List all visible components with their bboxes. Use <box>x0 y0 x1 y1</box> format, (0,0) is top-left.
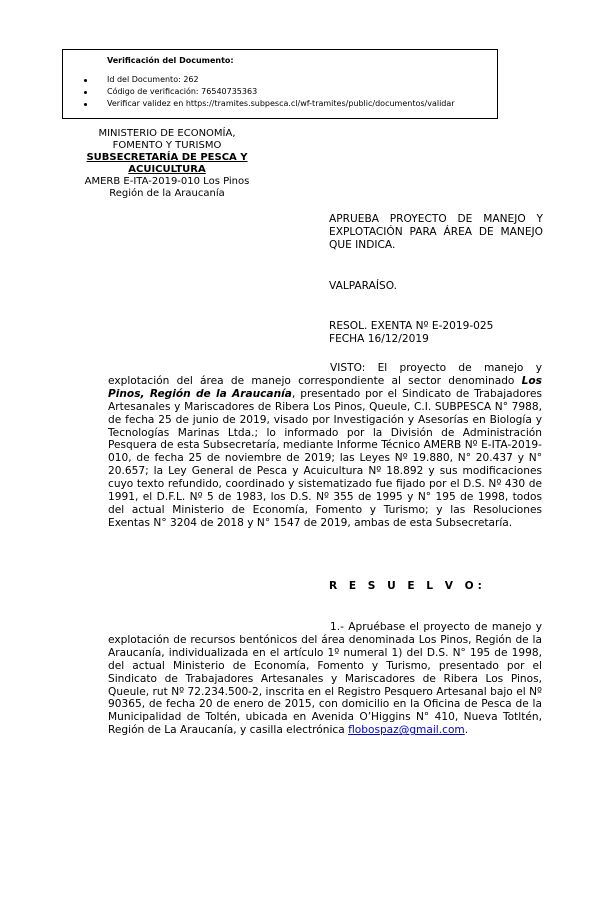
bullet-icon <box>84 91 87 94</box>
bullet-icon <box>84 79 87 82</box>
bullet-icon <box>84 103 87 106</box>
verification-box <box>62 49 498 119</box>
place-name: VALPARAÍSO. <box>329 280 397 292</box>
verification-id: Id del Documento: 262 <box>107 75 199 84</box>
visto-place: Los Pinos, Región de la Araucanía <box>108 374 542 400</box>
amerb-reference: AMERB E-ITA-2019-010 Los Pinos <box>84 176 250 187</box>
visto-text-a: VISTO: El proyecto de manejo y explotación del área de manejo correspondiente al sector denominado <box>108 362 542 387</box>
resuelvo-heading: R E S U E L V O: <box>329 580 486 592</box>
verification-item-url <box>107 98 497 110</box>
point-1-end: . <box>464 724 469 737</box>
verification-code: Código de verificación: 76540735363 <box>107 87 258 96</box>
resolution-block <box>329 320 493 346</box>
ministry-line2: FOMENTO Y TURISMO <box>112 140 222 151</box>
resolution-date: FECHA 16/12/2019 <box>329 333 429 345</box>
ministry-header <box>62 128 272 200</box>
resolution-number: RESOL. EXENTA Nº E-2019-025 <box>329 320 494 332</box>
verification-item-id <box>107 74 497 86</box>
visto-paragraph <box>108 362 542 530</box>
verification-item-code <box>107 86 497 98</box>
email-link[interactable]: flobospaz@gmail.com <box>348 724 465 737</box>
subsecretary-line2: ACUICULTURA <box>128 164 206 175</box>
verification-title: Verificación del Documento: <box>107 56 234 65</box>
point-1-text: 1.- Apruébase el proyecto de manejo y explotación de recursos bentónicos del área denominada Los Pinos, Región de la Araucanía, individualizada en el artículo 1º numeral 1) del D.S. N° 195 de 1998, del actual Ministerio de Economía, Fomento y Turismo, presentado por el Sindicato de Trabajadores Artesanales y Mariscadores de Ribera Los Pinos, Queule, rut Nº 72.234.500-2, inscrita en el Registro Pesquero Artesanal bajo el Nº 90365, de fecha 20 de enero de 2015, con domicilio en la Oficina de Pesca de la Municipalidad de Toltén, ubicada en Avenida O’Higgins N° 410, Nueva Totltén, Región de La Araucanía, y casilla electrónica <box>108 621 542 737</box>
point-1-paragraph <box>108 621 542 737</box>
region-line: Región de la Araucanía <box>109 188 225 199</box>
visto-text-b: , presentado por el Sindicato de Trabajadores Artesanales y Mariscadores de Ribera Los Pinos, Queule, C.I. SUBPESCA N° 7988, de fecha 25 de junio de 2019, visado por Investigación y Asesorías en Biología y Tecnologías Marinas Ltda.; lo informado por la División de Administración Pesquera de esta Subsecretaría, mediante Informe Técnico AMERB Nº E-ITA-2019-010, de fecha 25 de noviembre de 2019; las Leyes Nº 19.880, N° 20.437 y N° 20.657; la Ley General de Pesca y Acuicultura Nº 18.892 y sus modificaciones cuyo texto refundido, coordinado y sistematizado fue fijado por el D.S. Nº 430 de 1991, el D.F.L. Nº 5 de 1983, los D.S. Nº 355 de 1995 y N° 195 de 1998, todos del actual Ministerio de Economía, Fomento y Turismo; y las Resoluciones Exentas N° 3204 de 2018 y N° 1547 de 2019, ambas de esta Subsecretaría. <box>108 387 542 529</box>
document-title: APRUEBA PROYECTO DE MANEJO Y EXPLOTACIÓN PARA ÁREA DE MANEJO QUE INDICA. <box>329 213 543 251</box>
verification-list <box>107 74 497 110</box>
ministry-line1: MINISTERIO DE ECONOMÍA, <box>98 128 236 139</box>
subsecretary-line1: SUBSECRETARÍA DE PESCA Y <box>86 152 248 163</box>
verification-url[interactable]: Verificar validez en https://tramites.subpesca.cl/wf-tramites/public/documentos/validar <box>107 99 455 108</box>
